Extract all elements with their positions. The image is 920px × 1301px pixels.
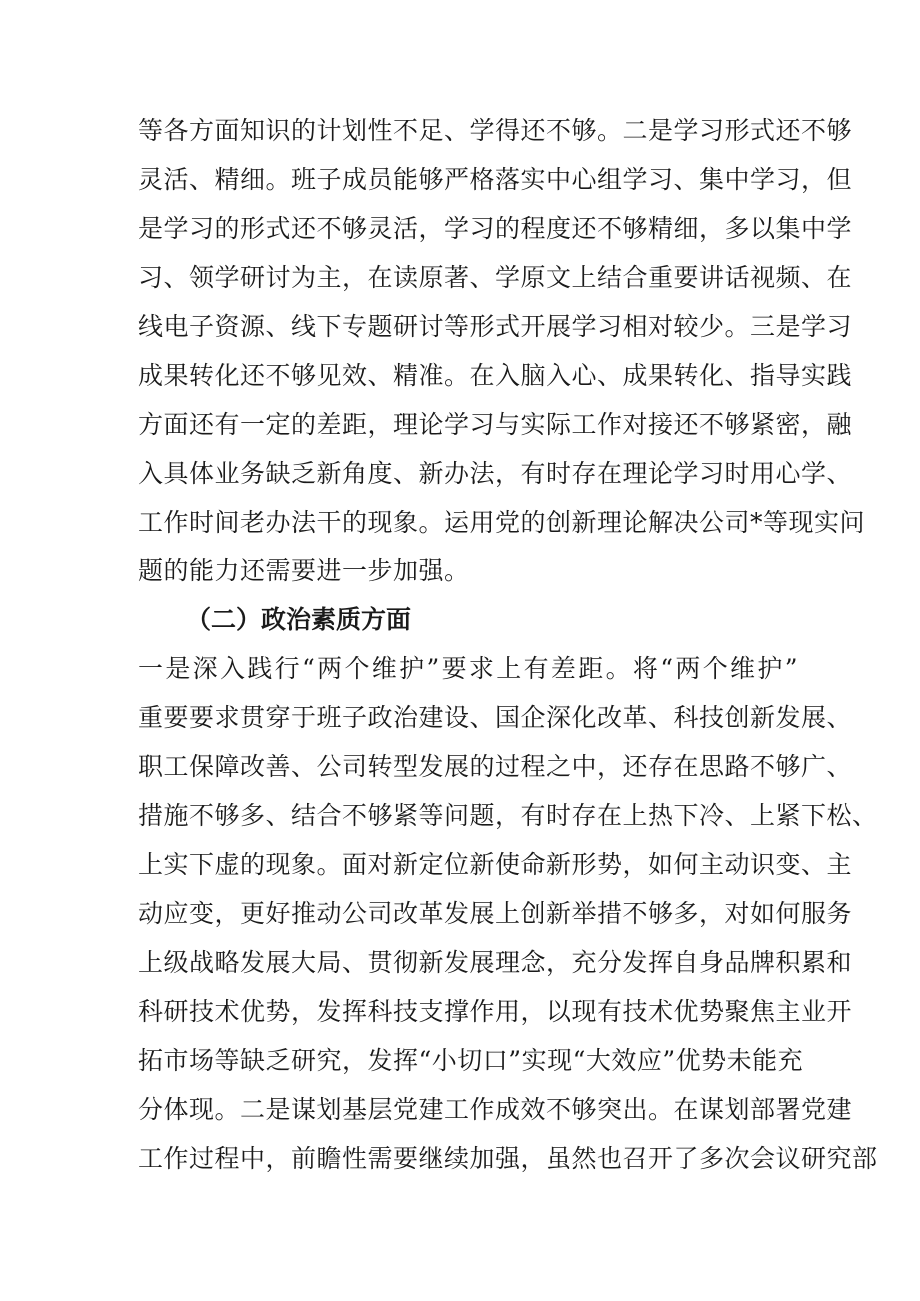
paragraph-line: 分体现。二是谋划基层党建工作成效不够突出。在谋划部署党建 xyxy=(138,1095,853,1124)
paragraph-line: 工作过程中，前瞻性需要继续加强，虽然也召开了多次会议研究部 xyxy=(138,1144,878,1173)
paragraph-line: 是学习的形式还不够灵活，学习的程度还不够精细，多以集中学 xyxy=(138,214,853,243)
paragraph-line: 一是深入践行“两个维护”要求上有差距。将“两个维护” xyxy=(138,654,798,683)
paragraph-line: 工作时间老办法干的现象。运用党的创新理论解决公司*等现实问 xyxy=(138,508,866,537)
paragraph-line: 入具体业务缺乏新角度、新办法，有时存在理论学习时用心学、 xyxy=(138,459,853,488)
paragraph-line: 拓市场等缺乏研究，发挥“小切口”实现“大效应”优势未能充 xyxy=(138,1046,804,1075)
paragraph-line: 习、领学研讨为主，在读原著、学原文上结合重要讲话视频、在 xyxy=(138,263,853,292)
paragraph-line: 动应变，更好推动公司改革发展上创新举措不够多，对如何服务 xyxy=(138,899,853,928)
paragraph-line: 线电子资源、线下专题研讨等形式开展学习相对较少。三是学习 xyxy=(138,312,853,341)
paragraph-line: 等各方面知识的计划性不足、学得还不够。二是学习形式还不够 xyxy=(138,116,853,145)
paragraph-line: 上级战略发展大局、贯彻新发展理念，充分发挥自身品牌积累和 xyxy=(138,948,853,977)
paragraph-line: 题的能力还需要进一步加强。 xyxy=(138,556,470,585)
paragraph-line: 灵活、精细。班子成员能够严格落实中心组学习、集中学习，但 xyxy=(138,165,853,194)
paragraph-line: 方面还有一定的差距，理论学习与实际工作对接还不够紧密，融 xyxy=(138,410,853,439)
paragraph-line: 成果转化还不够见效、精准。在入脑入心、成果转化、指导实践 xyxy=(138,361,853,390)
paragraph-line: 重要要求贯穿于班子政治建设、国企深化改革、科技创新发展、 xyxy=(138,703,853,732)
paragraph-line: 上实下虚的现象。面对新定位新使命新形势，如何主动识变、主 xyxy=(138,850,853,879)
paragraph-line: 措施不够多、结合不够紧等问题，有时存在上热下冷、上紧下松、 xyxy=(138,801,878,830)
paragraph-line: 科研技术优势，发挥科技支撑作用，以现有技术优势聚焦主业开 xyxy=(138,997,853,1026)
section-heading: （二）政治素质方面 xyxy=(186,605,412,634)
paragraph-line: 职工保障改善、公司转型发展的过程之中，还存在思路不够广、 xyxy=(138,752,853,781)
